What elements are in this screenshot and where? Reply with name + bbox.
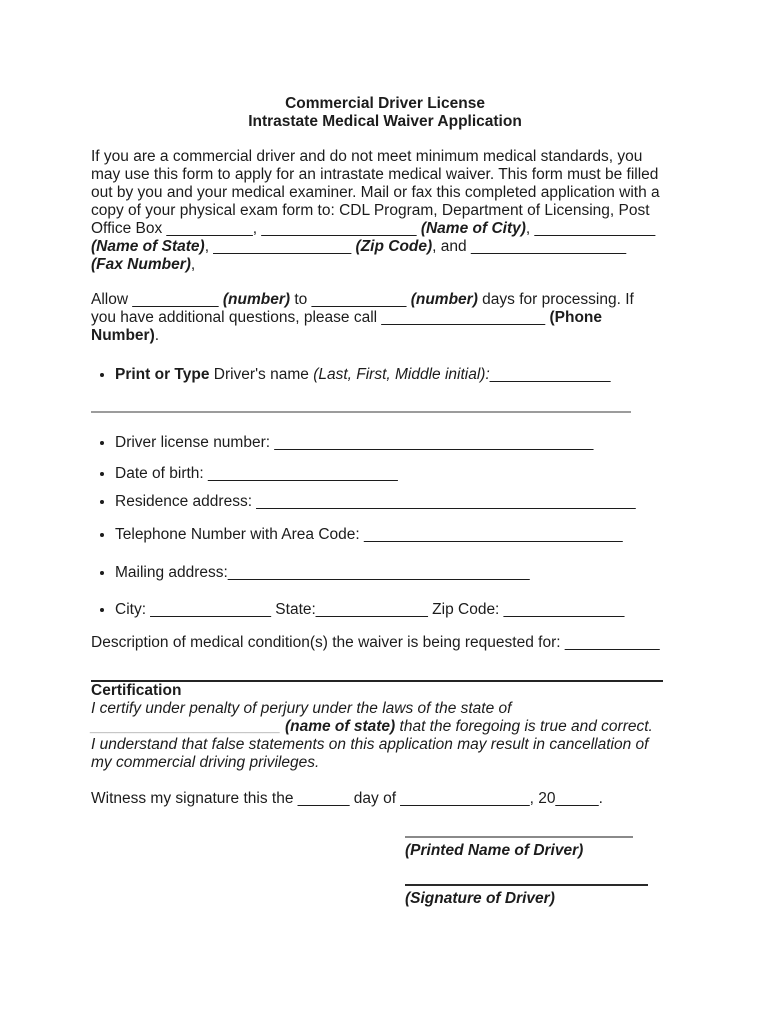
- signature-label: (Signature of Driver): [405, 890, 555, 907]
- intro-blank-zip: , ________________: [204, 238, 356, 255]
- name-of-state-hint: (name of state): [284, 718, 396, 735]
- allow-blank-1: Allow __________: [91, 291, 223, 308]
- medical-condition-description: Description of medical condition(s) the waiver is being requested for: ___________: [91, 634, 660, 651]
- name-continuation-line: [91, 411, 631, 413]
- intro-paragraph: [91, 148, 661, 274]
- witness-line: Witness my signature this the ______ day of _______________, 20_____.: [91, 790, 603, 807]
- print-or-type-list: [91, 366, 661, 384]
- signature-block: [405, 836, 661, 908]
- certify-text-rest: that the foregoing is true and correct. I understand that false statements on this application may result in cancellation of my commercial driving privileges.: [91, 718, 653, 771]
- drivers-name-blank: ______________: [489, 366, 611, 383]
- intro-trailing-comma: ,: [190, 256, 196, 273]
- field-driver-license-number: • Driver license number: _____________________________________: [115, 434, 661, 452]
- intro-blank-fax: , and __________________: [432, 238, 627, 255]
- processing-paragraph: [91, 291, 661, 345]
- intro-blank-state: , ______________: [525, 220, 656, 237]
- field-residence-address: • Residence address: ____________________________________________: [115, 493, 661, 511]
- name-of-state-label: (Name of State): [91, 238, 205, 255]
- allow-blank-2: to ___________: [290, 291, 411, 308]
- print-or-type-label: Print or Type: [115, 366, 210, 383]
- field-mailing-address: • Mailing address:___________________________________: [115, 564, 661, 582]
- field-telephone-number: • Telephone Number with Area Code: ______________________________: [115, 526, 661, 544]
- certification-paragraph: [91, 700, 661, 772]
- field-list: [91, 434, 661, 619]
- name-format-hint: (Last, First, Middle initial):: [313, 366, 490, 383]
- printed-name-label: (Printed Name of Driver): [405, 842, 584, 859]
- printed-name-line: [405, 836, 633, 838]
- intro-text: If you are a commercial driver and do not meet minimum medical standards, you may use this form to apply for an intrastate medical waiver. This form must be filled out by you and your medical examiner. Mail or fax this completed application with a copy of your physical exam form to: CDL Program, Department of Licensing, Post Office Box __________, __________________: [91, 148, 660, 237]
- drivers-name-label: Driver's name: [209, 366, 314, 383]
- certify-text: I certify under penalty of perjury under the laws of the state of: [91, 700, 512, 717]
- signature-line: [405, 884, 648, 886]
- field-city-state-zip: • City: ______________ State:_____________ Zip Code: ______________: [115, 601, 661, 619]
- state-blank: ______________________: [91, 718, 285, 735]
- allow-period: .: [154, 327, 160, 344]
- document-title: [0, 95, 770, 131]
- fax-number-label: (Fax Number): [91, 256, 191, 273]
- phone-number-label: (Phone Number): [91, 309, 603, 344]
- number-label-1: (number): [222, 291, 291, 308]
- field-date-of-birth: • Date of birth: ______________________: [115, 465, 661, 483]
- certification-heading: Certification: [91, 682, 182, 699]
- zip-code-label: (Zip Code): [355, 238, 433, 255]
- allow-text: days for processing. If you have additional questions, please call ___________________: [91, 291, 634, 326]
- number-label-2: (number): [410, 291, 478, 308]
- bullet-print-or-type: [115, 366, 661, 384]
- title-line-1: Commercial Driver License: [285, 95, 485, 112]
- name-of-city-label: (Name of City): [420, 220, 526, 237]
- title-line-2: Intrastate Medical Waiver Application: [248, 113, 522, 130]
